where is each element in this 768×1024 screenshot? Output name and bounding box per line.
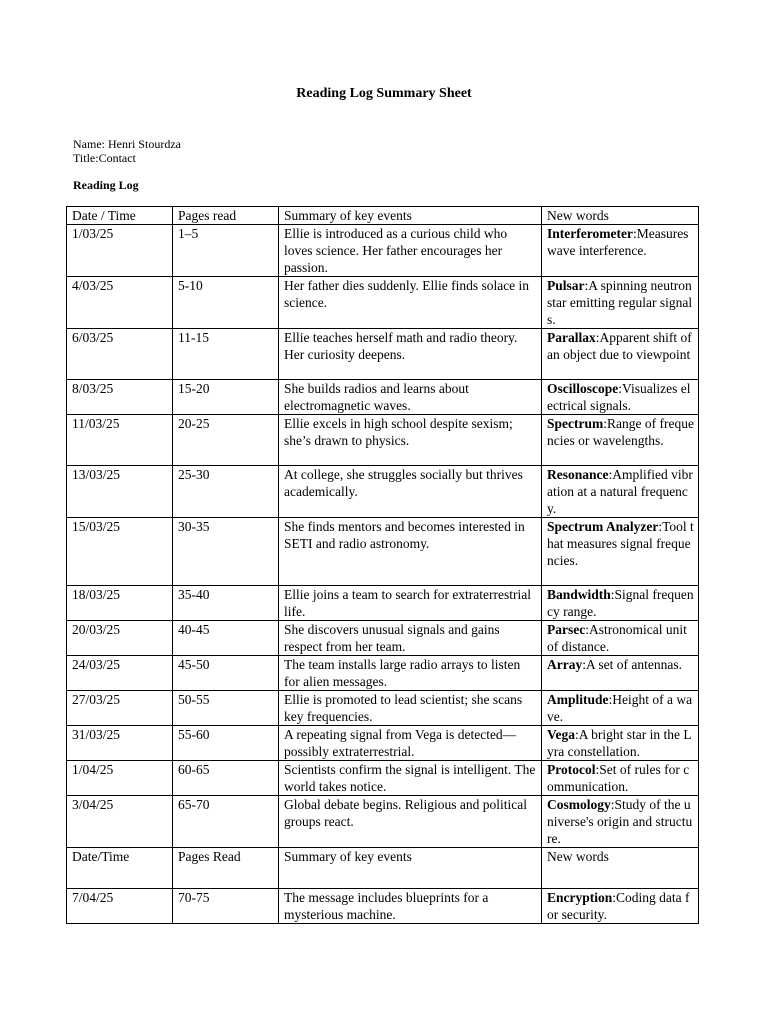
table-row xyxy=(67,380,699,415)
table-row xyxy=(67,796,699,848)
pages-cell: 30-35 xyxy=(173,518,279,586)
new-word-cell xyxy=(542,466,699,518)
new-word-term: Spectrum Analyzer xyxy=(547,519,659,534)
new-word-definition: :Signal frequency range. xyxy=(547,587,694,619)
table-row xyxy=(67,621,699,656)
pages-cell: 20-25 xyxy=(173,415,279,466)
new-word-term: Vega xyxy=(547,727,576,742)
header-pages: Pages read xyxy=(173,207,279,225)
pages-cell: 60-65 xyxy=(173,761,279,796)
new-word-definition: :Tool that measures signal frequencies. xyxy=(547,519,694,568)
date-cell: 7/04/25 xyxy=(67,889,173,924)
new-word-term: Pulsar xyxy=(547,278,585,293)
new-word-term: Array xyxy=(547,657,583,672)
pages-cell: 45-50 xyxy=(173,656,279,691)
new-word-definition: :Set of rules for communication. xyxy=(547,762,690,794)
new-word-definition: :A set of antennas. xyxy=(582,657,682,672)
new-word-cell xyxy=(542,586,699,621)
header-new-words: New words xyxy=(542,207,699,225)
new-word-term: Interferometer xyxy=(547,226,633,241)
table-row xyxy=(67,761,699,796)
new-word-term: Protocol xyxy=(547,762,596,777)
page-title: Reading Log Summary Sheet xyxy=(296,86,472,101)
summary-cell: Ellie is introduced as a curious child who loves science. Her father encourages her passion. xyxy=(279,225,542,277)
table-row xyxy=(67,889,699,924)
summary-cell: Global debate begins. Religious and political groups react. xyxy=(279,796,542,848)
new-word-cell xyxy=(542,225,699,277)
date-cell: 1/03/25 xyxy=(67,225,173,277)
pages-cell: 55-60 xyxy=(173,726,279,761)
new-word-term: Oscilloscope xyxy=(547,381,619,396)
pages-cell: 1–5 xyxy=(173,225,279,277)
summary-cell: Ellie excels in high school despite sexism; she’s drawn to physics. xyxy=(279,415,542,466)
date-cell: 18/03/25 xyxy=(67,586,173,621)
date-cell: 13/03/25 xyxy=(67,466,173,518)
new-word-definition: :Amplified vibration at a natural frequency. xyxy=(547,467,693,516)
date-cell: 3/04/25 xyxy=(67,796,173,848)
pages-cell: 65-70 xyxy=(173,796,279,848)
summary-cell: Ellie joins a team to search for extraterrestrial life. xyxy=(279,586,542,621)
date-cell: 24/03/25 xyxy=(67,656,173,691)
summary-cell: She builds radios and learns about electromagnetic waves. xyxy=(279,380,542,415)
summary-cell: Scientists confirm the signal is intelligent. The world takes notice. xyxy=(279,761,542,796)
date-cell: 4/03/25 xyxy=(67,277,173,329)
repeat-header-summary: Summary of key events xyxy=(279,848,542,889)
pages-cell: 35-40 xyxy=(173,586,279,621)
table-row xyxy=(67,466,699,518)
pages-cell: 25-30 xyxy=(173,466,279,518)
new-word-definition: :Height of a wave. xyxy=(547,692,693,724)
table-row xyxy=(67,691,699,726)
summary-cell: She finds mentors and becomes interested in SETI and radio astronomy. xyxy=(279,518,542,586)
summary-cell: The message includes blueprints for a mysterious machine. xyxy=(279,889,542,924)
new-word-cell xyxy=(542,329,699,380)
new-word-term: Resonance xyxy=(547,467,609,482)
repeat-header-date: Date/Time xyxy=(67,848,173,889)
header-date: Date / Time xyxy=(67,207,173,225)
summary-cell: A repeating signal from Vega is detected—possibly extraterrestrial. xyxy=(279,726,542,761)
table-row xyxy=(67,277,699,329)
new-word-term: Parallax xyxy=(547,330,596,345)
new-word-definition: :A bright star in the Lyra constellation. xyxy=(547,727,692,759)
new-word-definition: :Measures wave interference. xyxy=(547,226,689,258)
new-word-term: Parsec xyxy=(547,622,586,637)
new-word-term: Spectrum xyxy=(547,416,604,431)
new-word-cell xyxy=(542,277,699,329)
date-cell: 8/03/25 xyxy=(67,380,173,415)
table-row xyxy=(67,329,699,380)
new-word-term: Bandwidth xyxy=(547,587,611,602)
summary-cell: She discovers unusual signals and gains respect from her team. xyxy=(279,621,542,656)
header-summary: Summary of key events xyxy=(279,207,542,225)
new-word-definition: :Coding data for security. xyxy=(547,890,690,922)
new-word-cell xyxy=(542,380,699,415)
summary-cell: The team installs large radio arrays to listen for alien messages. xyxy=(279,656,542,691)
date-cell: 6/03/25 xyxy=(67,329,173,380)
summary-cell: Ellie teaches herself math and radio theory. Her curiosity deepens. xyxy=(279,329,542,380)
pages-cell: 15-20 xyxy=(173,380,279,415)
table-row xyxy=(67,586,699,621)
new-word-cell xyxy=(542,889,699,924)
summary-cell: Ellie is promoted to lead scientist; she scans key frequencies. xyxy=(279,691,542,726)
new-word-definition: :Apparent shift of an object due to viewpoint xyxy=(547,330,692,362)
new-word-definition: :Visualizes electrical signals. xyxy=(547,381,691,413)
new-word-cell xyxy=(542,796,699,848)
new-word-cell xyxy=(542,726,699,761)
new-word-term: Cosmology xyxy=(547,797,611,812)
new-word-cell xyxy=(542,415,699,466)
new-word-definition: :Study of the universe's origin and structure. xyxy=(547,797,693,846)
new-word-cell xyxy=(542,656,699,691)
new-word-definition: :A spinning neutron star emitting regular signals. xyxy=(547,278,693,327)
repeat-header-row xyxy=(67,848,699,889)
repeat-header-new-words: New words xyxy=(542,848,699,889)
student-name: Name: Henri Stourdza xyxy=(73,137,181,151)
new-word-term: Amplitude xyxy=(547,692,609,707)
book-title: Title:Contact xyxy=(73,151,136,165)
pages-cell: 50-55 xyxy=(173,691,279,726)
section-heading: Reading Log xyxy=(73,178,139,192)
date-cell: 20/03/25 xyxy=(67,621,173,656)
date-cell: 27/03/25 xyxy=(67,691,173,726)
repeat-header-pages: Pages Read xyxy=(173,848,279,889)
new-word-definition: :Astronomical unit of distance. xyxy=(547,622,687,654)
table-row xyxy=(67,656,699,691)
date-cell: 1/04/25 xyxy=(67,761,173,796)
new-word-definition: :Range of frequencies or wavelengths. xyxy=(547,416,694,448)
new-word-cell xyxy=(542,761,699,796)
table-row xyxy=(67,225,699,277)
pages-cell: 11-15 xyxy=(173,329,279,380)
pages-cell: 40-45 xyxy=(173,621,279,656)
new-word-term: Encryption xyxy=(547,890,613,905)
date-cell: 15/03/25 xyxy=(67,518,173,586)
table-row xyxy=(67,726,699,761)
table-row xyxy=(67,518,699,586)
pages-cell: 5-10 xyxy=(173,277,279,329)
date-cell: 11/03/25 xyxy=(67,415,173,466)
date-cell: 31/03/25 xyxy=(67,726,173,761)
table-row xyxy=(67,415,699,466)
summary-cell: Her father dies suddenly. Ellie finds solace in science. xyxy=(279,277,542,329)
new-word-cell xyxy=(542,518,699,586)
new-word-cell xyxy=(542,621,699,656)
new-word-cell xyxy=(542,691,699,726)
pages-cell: 70-75 xyxy=(173,889,279,924)
reading-log-table xyxy=(66,206,699,924)
summary-cell: At college, she struggles socially but thrives academically. xyxy=(279,466,542,518)
header-row xyxy=(67,207,699,225)
